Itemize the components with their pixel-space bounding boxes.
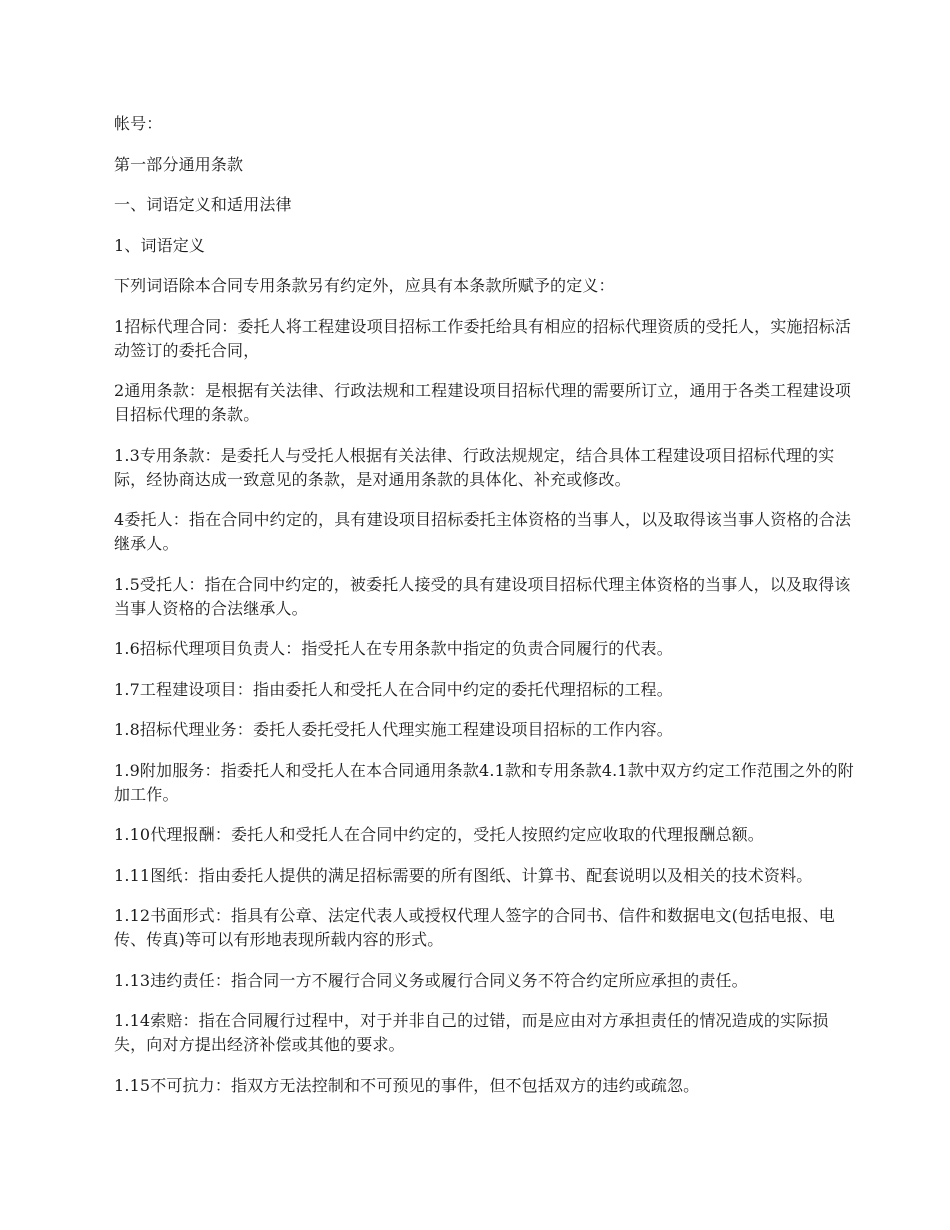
clause-1-6: 1.6招标代理项目负责人：指受托人在专用条款中指定的负责合同履行的代表。	[114, 639, 673, 658]
clause-1-1: 1招标代理合同：委托人将工程建设项目招标工作委托给具有相应的招标代理资质的受托人，实施招标活动签订的委托合同，	[114, 316, 852, 360]
clause-1-3: 1.3专用条款：是委托人与受托人根据有关法律、行政法规规定，结合具体工程建设项目招标代理的实际，经协商达成一致意见的条款，是对通用条款的具体化、补充或修改。	[114, 445, 835, 489]
clause-1-12: 1.12书面形式：指具有公章、法定代表人或授权代理人签字的合同书、信件和数据电文(包括电报、电传、传真)等可以有形地表现所载内容的形式。	[114, 906, 835, 949]
part-one-heading: 第一部分通用条款	[114, 154, 244, 174]
clause-1-13: 1.13违约责任：指合同一方不履行合同义务或履行合同义务不符合约定所应承担的责任。	[114, 970, 748, 990]
clause-1-15: 1.15不可抗力：指双方无法控制和不可预见的事件，但不包括双方的违约或疏忽。	[114, 1075, 700, 1095]
document-page	[114, 112, 854, 1114]
clause-1-10: 1.10代理报酬：委托人和受托人在合同中约定的，受托人按照约定应收取的代理报酬总额。	[114, 825, 764, 844]
account-label: 帐号：	[114, 114, 163, 133]
clause-1-8: 1.8招标代理业务：委托人委托受托人代理实施工程建设项目招标的工作内容。	[114, 720, 673, 739]
intro-paragraph: 下列词语除本合同专用条款另有约定外，应具有本条款所赋予的定义：	[114, 276, 615, 295]
clause-1-4: 4委托人：指在合同中约定的，具有建设项目招标委托主体资格的当事人，以及取得该当事人资格的合法继承人。	[114, 510, 852, 553]
clause-1-2: 2通用条款：是根据有关法律、行政法规和工程建设项目招标代理的需要所订立，通用于各类工程建设项目招标代理的条款。	[114, 381, 852, 424]
clause-1-14: 1.14索赔：指在合同履行过程中，对于并非自己的过错，而是应由对方承担责任的情况造成的实际损失，向对方提出经济补偿或其他的要求。	[114, 1011, 829, 1054]
clause-1-7: 1.7工程建设项目：指由委托人和受托人在合同中约定的委托代理招标的工程。	[114, 679, 673, 699]
clause-1-5: 1.5受托人：指在合同中约定的，被委托人接受的具有建设项目招标代理主体资格的当事人，以及取得该当事人资格的合法继承人。	[114, 574, 851, 618]
section-one-heading: 一、词语定义和适用法律	[114, 195, 292, 214]
subsection-heading: 1、词语定义	[114, 235, 206, 255]
clause-1-11: 1.11图纸：指由委托人提供的满足招标需要的所有图纸、计算书、配套说明以及相关的技术资料。	[114, 865, 813, 885]
clause-1-9: 1.9附加服务：指委托人和受托人在本合同通用条款4.1款和专用条款4.1款中双方约定工作范围之外的附加工作。	[114, 760, 854, 804]
